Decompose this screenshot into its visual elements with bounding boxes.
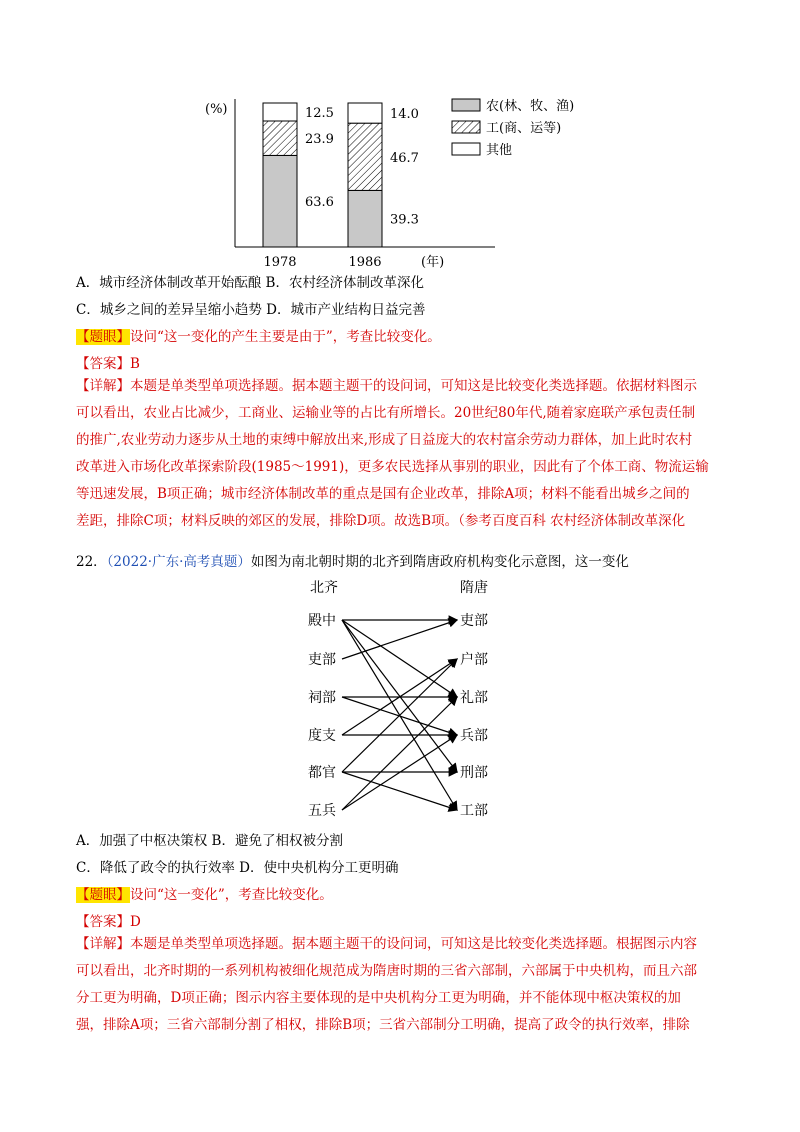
q21-options-cd: C．城乡之间的差异呈缩小趋势 D．城市产业结构日益完善 xyxy=(76,302,426,318)
q22-detail-line: 分工更为明确，D项正确；图示内容主要体现的是中央机构分工更为明确，并不能体现中枢决策权的加 xyxy=(76,990,681,1006)
x-tick-label-1986: 1986 xyxy=(348,255,382,270)
q21-detail-tag: 【详解】 xyxy=(76,378,130,394)
q22-detail-line: 本题是单类型单项选择题。据本题主题干的设问词，可知这是比较变化类选择题。根据图示内容 xyxy=(130,936,697,952)
left-ministry-3: 度支 xyxy=(308,728,336,744)
q22-detail-line: 强，排除A项；三省六部制分割了相权，排除B项；三省六部制分工明确，提高了政令的执行效率，排除 xyxy=(76,1017,690,1033)
q22-options-cd: C．降低了政令的执行效率 D．使中央机构分工更明确 xyxy=(76,860,399,876)
q21-answer-tag: 【答案】 xyxy=(76,356,130,372)
y-axis-label: (%) xyxy=(205,102,228,117)
right-ministry-1: 户部 xyxy=(460,652,488,668)
arrow-9 xyxy=(342,659,457,772)
q21-detail xyxy=(76,373,726,535)
q22-detail-tag: 【详解】 xyxy=(76,936,130,952)
q21-tiyan-text: 设问“这一变化的产生主要是由于”，考查比较变化。 xyxy=(130,329,441,345)
q21-detail-line: 改革进入市场化改革探索阶段(1985～1991)，更多农民选择从事别的职业，因此有了个体工商、物流运输 xyxy=(76,459,709,475)
q22-tiyan-tag: 【题眼】 xyxy=(76,887,130,903)
q21-detail-line: 差距，排除C项；材料反映的郊区的发展，排除D项。故选B项。（参考百度百科 农村经济体制改革深化 xyxy=(76,513,686,529)
q22-tiyan-text: 设问“这一变化”，考查比较变化。 xyxy=(130,887,333,903)
bar-1986-industry xyxy=(348,123,382,190)
x-axis-label: (年) xyxy=(421,255,445,270)
diagram-left-title: 北齐 xyxy=(310,580,338,596)
x-tick-label-1978: 1978 xyxy=(263,255,297,270)
q21-answer-value: B xyxy=(130,356,140,372)
q22-detail xyxy=(76,931,726,1039)
legend-swatch-agriculture xyxy=(452,99,480,111)
q22-number: 22． xyxy=(76,554,107,570)
value-label-1986-other: 14.0 xyxy=(390,107,419,123)
bar-1986-agriculture xyxy=(348,190,382,247)
ministry-change-diagram xyxy=(300,578,500,840)
bar-1978-agriculture xyxy=(263,155,297,247)
value-label-1986-industry: 46.7 xyxy=(390,150,419,166)
q21-detail-line: 的推广,农业劳动力逐步从土地的束缚中解放出来,形成了日益庞大的农村富余劳动力群体，加上此时农村 xyxy=(76,432,693,448)
right-ministry-3: 兵部 xyxy=(460,728,488,744)
q22-source: （2022·广东·高考真题） xyxy=(106,554,251,570)
q22-options-ab: A．加强了中枢决策权 B．避免了相权被分割 xyxy=(76,833,343,849)
legend-swatch-industry xyxy=(452,121,480,133)
q21-options-ab: A．城市经济体制改革开始酝酿 B．农村经济体制改革深化 xyxy=(76,275,424,291)
left-ministry-2: 祠部 xyxy=(308,690,336,706)
legend-label-other: 其他 xyxy=(486,143,513,158)
right-ministry-4: 刑部 xyxy=(460,765,488,781)
bar-1978-other xyxy=(263,103,297,121)
q22-tiyan xyxy=(76,886,333,904)
arrow-4 xyxy=(342,620,457,659)
value-label-1978-industry: 23.9 xyxy=(305,132,334,148)
left-ministry-4: 都官 xyxy=(308,765,336,781)
q21-detail-line: 本题是单类型单项选择题。据本题主题干的设问词，可知这是比较变化类选择题。依据材料图示 xyxy=(130,378,697,394)
bar-1986-other xyxy=(348,103,382,123)
left-ministry-0: 殿中 xyxy=(308,613,336,629)
diagram-right-title: 隋唐 xyxy=(460,580,488,596)
q21-tiyan xyxy=(76,328,441,346)
q22-detail-line: 可以看出，北齐时期的一系列机构被细化规范成为隋唐时期的三省六部制，六部属于中央机构，而且六部 xyxy=(76,963,697,979)
q22-answer xyxy=(76,913,141,931)
q22-stem-text: 如图为南北朝时期的北齐到隋唐政府机构变化示意图，这一变化 xyxy=(250,554,629,570)
q21-answer xyxy=(76,355,140,373)
q21-detail-line: 等迅速发展，B项正确；城市经济体制改革的重点是国有企业改革，排除A项；材料不能看出城乡之间的 xyxy=(76,486,690,502)
q21-tiyan-tag: 【题眼】 xyxy=(76,329,130,345)
right-ministry-2: 礼部 xyxy=(460,690,488,706)
legend-label-industry: 工(商、运等) xyxy=(486,121,562,136)
arrow-1 xyxy=(342,620,457,697)
q22-answer-value: D xyxy=(130,914,141,930)
legend-label-agriculture: 农(林、牧、渔) xyxy=(486,99,575,114)
value-label-1986-agriculture: 39.3 xyxy=(390,212,419,228)
right-ministry-0: 吏部 xyxy=(460,613,488,629)
q22-stem xyxy=(76,553,629,571)
legend-swatch-other xyxy=(452,143,480,155)
q22-answer-tag: 【答案】 xyxy=(76,914,130,930)
bar-1978-industry xyxy=(263,121,297,155)
arrow-11 xyxy=(342,772,457,810)
right-ministry-5: 工部 xyxy=(460,803,488,819)
value-label-1978-agriculture: 63.6 xyxy=(305,195,334,211)
left-ministry-5: 五兵 xyxy=(308,803,336,819)
stacked-bar-chart xyxy=(195,95,615,270)
q21-detail-line: 可以看出，农业占比减少，工商业、运输业等的占比有所增长。20世纪80年代,随着家庭联产承包责任制 xyxy=(76,405,696,421)
left-ministry-1: 吏部 xyxy=(308,652,336,668)
value-label-1978-other: 12.5 xyxy=(305,106,334,121)
arrow-2 xyxy=(342,620,457,772)
